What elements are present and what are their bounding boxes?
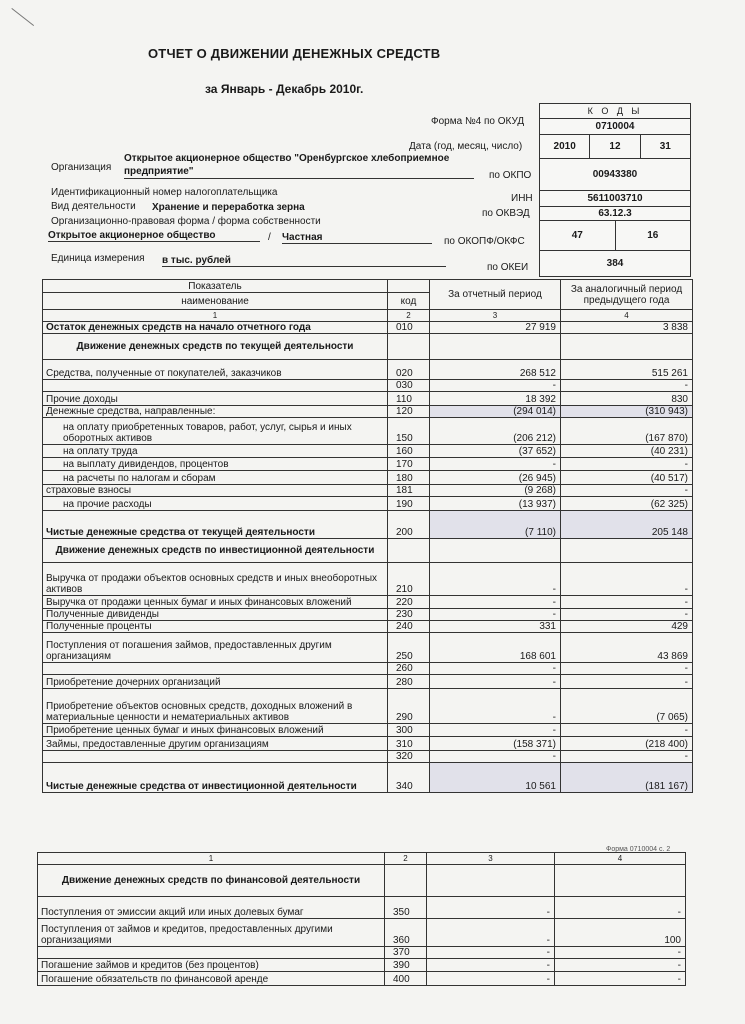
- cashflow-name-cell: Поступления от погашения займов, предоставленных другим организациям: [43, 633, 388, 663]
- cashflow-code-cell: [388, 539, 430, 563]
- cashflow-previous-cell: -: [561, 675, 693, 689]
- cashflow-name-cell: на оплату труда: [43, 445, 388, 458]
- okud-value: 0710004: [540, 118, 690, 134]
- cashflow-current-cell: 268 512: [430, 360, 561, 380]
- cashflow-name-cell: Денежные средства, направленные:: [43, 406, 388, 418]
- financing-row: [38, 865, 686, 897]
- okpo-value: 00943380: [540, 158, 690, 190]
- cashflow-previous-cell: -: [561, 751, 693, 763]
- cashflow-code-cell: 020: [388, 360, 430, 380]
- okei-label: по ОКЕИ: [487, 262, 529, 273]
- unit-value: в тыс. рублей: [162, 255, 446, 267]
- cashflow-code-cell: 260: [388, 663, 430, 675]
- scan-mark: [11, 8, 34, 26]
- cashflow-current-cell: 168 601: [430, 633, 561, 663]
- cashflow-row: [43, 724, 693, 737]
- cashflow-name-cell: Займы, предоставленные другим организациям: [43, 737, 388, 751]
- cashflow-code-cell: 280: [388, 675, 430, 689]
- unit-label: Единица измерения: [51, 253, 145, 264]
- cashflow-current-cell: [430, 539, 561, 563]
- cashflow-current-cell: (294 014): [430, 406, 561, 418]
- cashflow-row: [43, 621, 693, 633]
- legal-form-slash: /: [268, 232, 271, 243]
- cashflow-previous-cell: -: [561, 609, 693, 621]
- cashflow-name-cell: Приобретение объектов основных средств, доходных вложений в материальные ценности и нематериальных активов: [43, 689, 388, 724]
- cashflow-row: [43, 322, 693, 334]
- cashflow-previous-cell: 3 838: [561, 322, 693, 334]
- financing-name-cell: Движение денежных средств по финансовой деятельности: [38, 865, 385, 897]
- cashflow-current-cell: -: [430, 675, 561, 689]
- okved-value: 63.12.3: [540, 206, 690, 220]
- cashflow-current-cell: (206 212): [430, 418, 561, 445]
- cashflow-previous-cell: (40 517): [561, 471, 693, 485]
- cashflow-code-cell: 300: [388, 724, 430, 737]
- p2-header-numbers: [38, 853, 686, 865]
- cashflow-previous-cell: 830: [561, 392, 693, 406]
- cashflow-current-cell: -: [430, 724, 561, 737]
- cashflow-code-cell: 181: [388, 485, 430, 497]
- cashflow-code-cell: 240: [388, 621, 430, 633]
- financing-name-cell: Поступления от эмиссии акций или иных долевых бумаг: [38, 897, 385, 919]
- org-name: Открытое акционерное общество "Оренбургское хлебоприемное предприятие": [124, 152, 474, 179]
- financing-row: [38, 959, 686, 972]
- cashflow-name-cell: Чистые денежные средства от инвестиционной деятельности: [43, 763, 388, 793]
- cashflow-row: [43, 539, 693, 563]
- okved-label: по ОКВЭД: [482, 208, 530, 219]
- inn-value: 5611003710: [587, 193, 643, 204]
- cashflow-previous-cell: [561, 334, 693, 360]
- cashflow-current-cell: (37 652): [430, 445, 561, 458]
- col-num-4: 4: [561, 310, 693, 322]
- financing-name-cell: Поступления от займов и кредитов, предоставленных другими организациями: [38, 919, 385, 947]
- cashflow-row: [43, 763, 693, 793]
- financing-current-cell: [427, 865, 555, 897]
- cashflow-previous-cell: -: [561, 380, 693, 392]
- cashflow-row: [43, 751, 693, 763]
- cashflow-name-cell: Полученные проценты: [43, 621, 388, 633]
- cashflow-row: [43, 392, 693, 406]
- cashflow-current-cell: [430, 334, 561, 360]
- header-code: код: [388, 293, 430, 310]
- cashflow-name-cell: на выплату дивидендов, процентов: [43, 458, 388, 471]
- cashflow-code-cell: 340: [388, 763, 430, 793]
- cashflow-current-cell: -: [430, 380, 561, 392]
- okud-label: Форма №4 по ОКУД: [431, 116, 525, 127]
- p2-col-num-2: 2: [385, 853, 427, 865]
- cashflow-current-cell: 331: [430, 621, 561, 633]
- cashflow-previous-cell: (218 400): [561, 737, 693, 751]
- cashflow-current-cell: -: [430, 689, 561, 724]
- cashflow-name-cell: на прочие расходы: [43, 497, 388, 511]
- codes-box: [539, 103, 691, 277]
- financing-code-cell: 400: [385, 972, 427, 986]
- cashflow-name-cell: Прочие доходы: [43, 392, 388, 406]
- cashflow-name-cell: Движение денежных средств по инвестиционной деятельности: [43, 539, 388, 563]
- cashflow-name-cell: [43, 663, 388, 675]
- cashflow-current-cell: 10 561: [430, 763, 561, 793]
- cashflow-name-cell: Остаток денежных средств на начало отчетного года: [43, 322, 388, 334]
- date-year: 2010: [553, 141, 576, 152]
- cashflow-previous-cell: -: [561, 663, 693, 675]
- header-row-1: [43, 280, 693, 293]
- activity-value: Хранение и переработка зерна: [152, 202, 305, 213]
- cashflow-row: [43, 485, 693, 497]
- cashflow-row: [43, 380, 693, 392]
- cashflow-row: [43, 596, 693, 609]
- okopf-label: по ОКОПФ/ОКФС: [444, 236, 525, 247]
- p2-col-num-4: 4: [555, 853, 686, 865]
- cashflow-row: [43, 497, 693, 511]
- cashflow-previous-cell: 429: [561, 621, 693, 633]
- cashflow-previous-cell: (167 870): [561, 418, 693, 445]
- okfs-value: 16: [615, 221, 691, 250]
- cashflow-row: [43, 511, 693, 539]
- cashflow-previous-cell: (7 065): [561, 689, 693, 724]
- cashflow-name-cell: Чистые денежные средства от текущей деятельности: [43, 511, 388, 539]
- cashflow-code-cell: 150: [388, 418, 430, 445]
- financing-code-cell: 350: [385, 897, 427, 919]
- date-day: 31: [640, 135, 690, 158]
- cashflow-previous-cell: [561, 539, 693, 563]
- cashflow-row: [43, 675, 693, 689]
- financing-row: [38, 947, 686, 959]
- cashflow-previous-cell: 515 261: [561, 360, 693, 380]
- cashflow-code-cell: 220: [388, 596, 430, 609]
- financing-row: [38, 897, 686, 919]
- cashflow-code-cell: 030: [388, 380, 430, 392]
- report-title: ОТЧЕТ О ДВИЖЕНИИ ДЕНЕЖНЫХ СРЕДСТВ: [148, 46, 441, 61]
- cashflow-name-cell: [43, 751, 388, 763]
- p2-col-num-1: 1: [38, 853, 385, 865]
- cashflow-current-cell: -: [430, 596, 561, 609]
- okopf-value: 47: [571, 230, 583, 241]
- cashflow-previous-cell: 205 148: [561, 511, 693, 539]
- date-values: [540, 134, 690, 158]
- cashflow-code-cell: 160: [388, 445, 430, 458]
- financing-name-cell: [38, 947, 385, 959]
- cashflow-code-cell: 310: [388, 737, 430, 751]
- cashflow-current-cell: 27 919: [430, 322, 561, 334]
- date-month: 12: [589, 135, 639, 158]
- cashflow-code-cell: 250: [388, 633, 430, 663]
- cashflow-code-cell: 210: [388, 563, 430, 596]
- financing-current-cell: -: [427, 972, 555, 986]
- cashflow-current-cell: (9 268): [430, 485, 561, 497]
- financing-previous-cell: 100: [555, 919, 686, 947]
- financing-name-cell: Погашение обязательств по финансовой аренде: [38, 972, 385, 986]
- financing-previous-cell: -: [555, 959, 686, 972]
- cashflow-name-cell: Полученные дивиденды: [43, 609, 388, 621]
- date-label: Дата (год, месяц, число): [409, 141, 523, 152]
- cashflow-name-cell: Выручка от продажи объектов основных средств и иных внеоборотных активов: [43, 563, 388, 596]
- financing-code-cell: [385, 865, 427, 897]
- cashflow-previous-cell: -: [561, 458, 693, 471]
- cashflow-name-cell: [43, 380, 388, 392]
- cashflow-table: [42, 279, 693, 793]
- cashflow-name-cell: Средства, полученные от покупателей, заказчиков: [43, 360, 388, 380]
- cashflow-current-cell: -: [430, 609, 561, 621]
- cashflow-name-cell: Приобретение ценных бумаг и иных финансовых вложений: [43, 724, 388, 737]
- financing-row: [38, 972, 686, 986]
- cashflow-current-cell: -: [430, 663, 561, 675]
- cashflow-row: [43, 663, 693, 675]
- cashflow-current-cell: (158 371): [430, 737, 561, 751]
- cashflow-row: [43, 737, 693, 751]
- cashflow-code-cell: 110: [388, 392, 430, 406]
- cashflow-current-cell: (26 945): [430, 471, 561, 485]
- financing-code-cell: 360: [385, 919, 427, 947]
- cashflow-row: [43, 471, 693, 485]
- inn-full-label: Идентификационный номер налогоплательщика: [51, 187, 278, 198]
- cashflow-name-cell: страховые взносы: [43, 485, 388, 497]
- cashflow-row: [43, 633, 693, 663]
- cashflow-current-cell: -: [430, 458, 561, 471]
- header-current: За отчетный период: [430, 280, 561, 310]
- cashflow-current-cell: -: [430, 563, 561, 596]
- report-period: за Январь - Декабрь 2010г.: [205, 82, 364, 96]
- cashflow-current-cell: 18 392: [430, 392, 561, 406]
- cashflow-code-cell: 190: [388, 497, 430, 511]
- cashflow-row: [43, 563, 693, 596]
- cashflow-previous-cell: (40 231): [561, 445, 693, 458]
- legal-form-value: Открытое акционерное общество: [48, 230, 260, 242]
- cashflow-row: [43, 458, 693, 471]
- cashflow-name-cell: Приобретение дочерних организаций: [43, 675, 388, 689]
- cashflow-current-cell: (7 110): [430, 511, 561, 539]
- cashflow-code-cell: 200: [388, 511, 430, 539]
- header-previous: За аналогичный период предыдущего года: [561, 280, 693, 310]
- financing-current-cell: -: [427, 947, 555, 959]
- legal-form-label: Организационно-правовая форма / форма собственности: [51, 216, 321, 227]
- cashflow-previous-cell: -: [561, 563, 693, 596]
- inn-code-label: ИНН: [511, 193, 533, 204]
- ownership-value: Частная: [282, 232, 432, 244]
- cashflow-name-cell: на расчеты по налогам и сборам: [43, 471, 388, 485]
- cashflow-code-cell: 230: [388, 609, 430, 621]
- cashflow-name-cell: Выручка от продажи ценных бумаг и иных финансовых вложений: [43, 596, 388, 609]
- cashflow-row: [43, 334, 693, 360]
- cashflow-current-cell: (13 937): [430, 497, 561, 511]
- cashflow-previous-cell: -: [561, 724, 693, 737]
- cashflow-row: [43, 609, 693, 621]
- cashflow-row: [43, 418, 693, 445]
- financing-current-cell: -: [427, 959, 555, 972]
- financing-current-cell: -: [427, 897, 555, 919]
- cashflow-row: [43, 445, 693, 458]
- cashflow-name-cell: на оплату приобретенных товаров, работ, услуг, сырья и иных оборотных активов: [43, 418, 388, 445]
- okpo-label: по ОКПО: [489, 170, 532, 181]
- cashflow-code-cell: 180: [388, 471, 430, 485]
- financing-previous-cell: -: [555, 972, 686, 986]
- col-num-2: 2: [388, 310, 430, 322]
- header-numbers: [43, 310, 693, 322]
- cashflow-code-cell: 290: [388, 689, 430, 724]
- okopf-values: [540, 220, 690, 250]
- financing-table: [37, 852, 686, 986]
- financing-previous-cell: [555, 865, 686, 897]
- cashflow-code-cell: 170: [388, 458, 430, 471]
- okei-value: 384: [540, 250, 690, 276]
- financing-current-cell: -: [427, 919, 555, 947]
- inn-okved-values: [540, 190, 690, 206]
- activity-label: Вид деятельности: [51, 201, 136, 212]
- cashflow-previous-cell: -: [561, 596, 693, 609]
- cashflow-previous-cell: -: [561, 485, 693, 497]
- financing-row: [38, 919, 686, 947]
- codes-heading: К О Д Ы: [587, 106, 643, 116]
- cashflow-row: [43, 406, 693, 418]
- cashflow-previous-cell: (310 943): [561, 406, 693, 418]
- org-label: Организация: [51, 162, 112, 173]
- financing-name-cell: Погашение займов и кредитов (без процентов): [38, 959, 385, 972]
- cashflow-name-cell: Движение денежных средств по текущей деятельности: [43, 334, 388, 360]
- col-num-1: 1: [43, 310, 388, 322]
- cashflow-row: [43, 689, 693, 724]
- cashflow-code-cell: 120: [388, 406, 430, 418]
- financing-previous-cell: -: [555, 947, 686, 959]
- cashflow-code-cell: 010: [388, 322, 430, 334]
- cashflow-previous-cell: (62 325): [561, 497, 693, 511]
- financing-code-cell: 390: [385, 959, 427, 972]
- financing-previous-cell: -: [555, 897, 686, 919]
- cashflow-previous-cell: 43 869: [561, 633, 693, 663]
- col-num-3: 3: [430, 310, 561, 322]
- page2-form-note: Форма 0710004 с. 2: [606, 846, 671, 853]
- header-indicator: Показатель: [43, 280, 388, 293]
- header-blank: [388, 280, 430, 293]
- cashflow-previous-cell: (181 167): [561, 763, 693, 793]
- cashflow-code-cell: [388, 334, 430, 360]
- financing-code-cell: 370: [385, 947, 427, 959]
- p2-col-num-3: 3: [427, 853, 555, 865]
- cashflow-code-cell: 320: [388, 751, 430, 763]
- cashflow-row: [43, 360, 693, 380]
- header-name: наименование: [43, 293, 388, 310]
- cashflow-current-cell: -: [430, 751, 561, 763]
